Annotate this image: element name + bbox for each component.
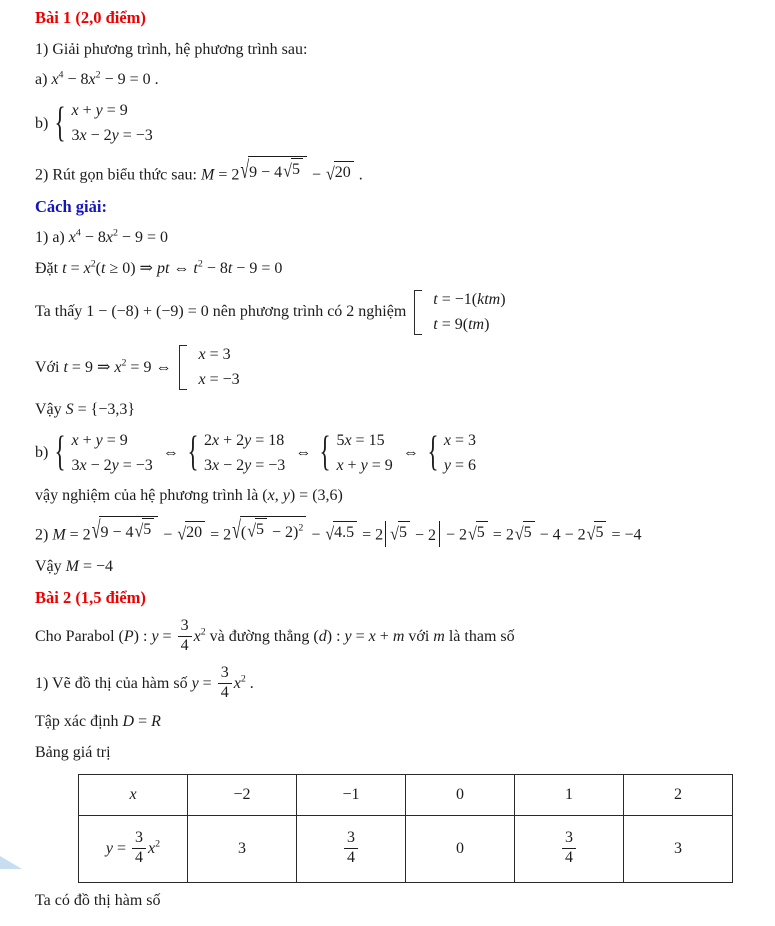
bai2-title: Bài 2 (1,5 điểm): [35, 587, 146, 607]
cach-giai-title: Cách giải:: [35, 196, 107, 216]
system-equation: 2x + 2y = 18: [203, 431, 285, 449]
left-curly-brace: {: [319, 429, 331, 476]
case-line: t = −1(ktm): [433, 290, 506, 308]
radical-sign: √: [232, 517, 241, 545]
table-cell: y = $\frac{3}{4}$ $x^2$: [79, 816, 188, 883]
radical-sign: √: [177, 524, 187, 545]
iff-arrow: ⇔: [295, 444, 312, 462]
left-square-bracket: [179, 345, 187, 390]
left-curly-brace: {: [54, 429, 66, 476]
iff-arrow: ⇔: [402, 444, 419, 462]
bai1-intro-line: 1) Giải phương trình, hệ phương trình sau:: [35, 40, 308, 58]
radical-sign: √: [283, 161, 292, 182]
radical-sign: √: [390, 524, 399, 545]
radical-sign: √: [325, 524, 335, 545]
bai2-part1-line: 1) Vẽ đồ thị của hàm số y = $\frac{3}{4}$ $x^2$ .: [35, 663, 254, 701]
equation-system-b: [56, 101, 152, 146]
t-roots-row: [35, 290, 747, 335]
case-line: t = 9(tm): [433, 315, 490, 333]
radical-sign: √: [247, 522, 257, 542]
left-curly-brace: {: [427, 429, 439, 476]
domain-line: Tập xác định D = R: [35, 713, 161, 731]
left-curly-brace: {: [187, 429, 199, 476]
value-table-caption: Bảng giá trị: [35, 744, 111, 762]
part-b-label: b): [35, 114, 49, 132]
graph-intro-line: Ta có đồ thị hàm số: [35, 892, 161, 910]
x-roots-row: [35, 345, 747, 390]
equation-system-3: [321, 431, 392, 476]
radical-sign: √: [240, 157, 250, 184]
table-value-row: [79, 816, 733, 883]
m-simplification-line: 2) M = 2 √ 9 − 4 √ 5 − √ 20 = 2 √ ( √ 5 − 2)$^2$ − √ 4.5 = 2 √ 5 − 2 − 2 √ 5 = 2 √ 5 − 4 − 2 √ 5 = −4: [35, 516, 747, 546]
value-table: [78, 774, 733, 883]
radical-sign: √: [91, 517, 101, 545]
radical-sign: √: [325, 164, 335, 184]
system-conclusion-line: vậy nghiệm của hệ phương trình là (x, y) = (3,6): [35, 486, 343, 504]
table-cell: 2: [624, 775, 733, 816]
solution-1a-line: 1) a) $x^4 - 8x^2 - 9 = 0$: [35, 227, 168, 247]
table-cell: −2: [188, 775, 297, 816]
equation-system-4: [429, 431, 476, 476]
system-equation: 3x − 2y = −3: [71, 127, 153, 145]
x-cases: [179, 345, 239, 390]
radical-sign: √: [514, 524, 524, 545]
table-cell: 0: [406, 816, 515, 883]
watermark-corner: [0, 856, 22, 869]
table-cell: 1: [515, 775, 624, 816]
bai1-part2-line: 2) Rút gọn biểu thức sau: M = 2 √ 9 − 4 √ 5 − √ 20 .: [35, 157, 363, 184]
system-equation: 3x − 2y = −3: [71, 456, 153, 474]
table-cell: $\frac{3}{4}$: [515, 816, 624, 883]
left-curly-brace: {: [54, 99, 66, 146]
case-line: x = −3: [198, 370, 240, 388]
system-equation: x + y = 9: [71, 431, 128, 449]
x-roots-text: Với t = 9 ⇒ $x^2 = 9$ ⇔: [35, 358, 172, 377]
table-cell: $\frac{3}{4}$: [297, 816, 406, 883]
solution-set-line: Vậy S = {−3,3}: [35, 400, 136, 418]
system-equation: 5x = 15: [336, 431, 385, 449]
radical-sign: √: [468, 524, 477, 545]
system-equation: x + y = 9: [336, 456, 393, 474]
substitution-line: Đặt $t = x^2(t \ge 0)$ ⇒ pt ⇔ $t^2 - 8t - 9 = 0$: [35, 258, 283, 278]
left-square-bracket: [414, 290, 422, 335]
table-cell: x: [79, 775, 188, 816]
system-equation: x + y = 9: [71, 102, 128, 120]
system-solving-row: [35, 431, 747, 476]
radical-sign: √: [586, 524, 596, 545]
m-conclusion-line: Vậy M = −4: [35, 557, 114, 575]
case-line: x = 3: [198, 345, 231, 363]
part-b-label: b): [35, 444, 49, 462]
table-header-row: [79, 775, 733, 816]
table-cell: 0: [406, 775, 515, 816]
table-cell: 3: [188, 816, 297, 883]
bai1-title: Bài 1 (2,0 điểm): [35, 8, 146, 27]
system-equation: 3x − 2y = −3: [203, 456, 286, 474]
t-cases: [414, 290, 505, 335]
system-equation: y = 6: [443, 456, 477, 474]
t-roots-text: Ta thấy 1 − (−8) + (−9) = 0 nên phương trình có 2 nghiệm: [35, 303, 407, 321]
radical-sign: √: [134, 522, 144, 542]
equation-system-1: [56, 431, 152, 476]
equation-system-2: [189, 431, 285, 476]
system-equation: x = 3: [443, 431, 477, 449]
iff-arrow: ⇔: [162, 444, 179, 462]
bai1-equation-a-line: a) $x^4 - 8x^2 - 9 = 0$ .: [35, 70, 159, 89]
bai1-part-b-row: [35, 101, 747, 146]
table-cell: −1: [297, 775, 406, 816]
table-cell: 3: [624, 816, 733, 883]
bai2-intro-line: Cho Parabol (P) : y = $\frac{3}{4}$ $x^2$ và đường thẳng (d) : y = x + m với m là tham số: [35, 617, 515, 655]
